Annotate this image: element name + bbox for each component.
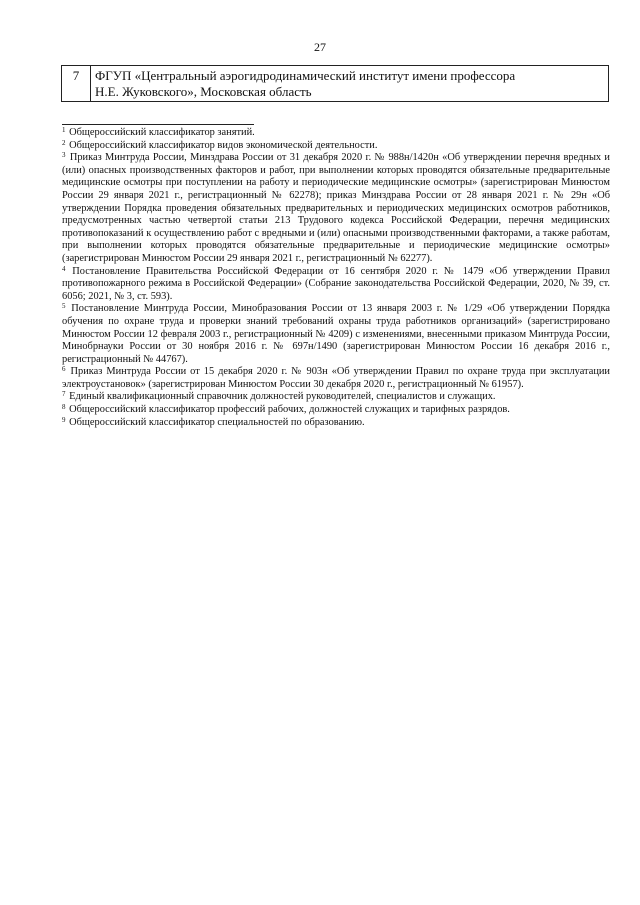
footnote-6 [62, 366, 610, 391]
footnote-text: Единый квалификационный справочник должностей руководителей, специалистов и служащих. [69, 391, 496, 403]
footnote-text: Постановление Правительства Российской Федерации от 16 сентября 2020 г. № 1479 «Об утверждении Правил противопожарного режима в Российской Федерации» (Собрание законодательства Российской Федерации, 2020, № 39, ст. 6056; 2021, № 3, ст. 593). [62, 265, 610, 302]
organization-table [61, 65, 609, 102]
footnote-mark: 9 [62, 415, 66, 424]
row-number: 7 [62, 66, 91, 102]
footnote-9 [62, 417, 610, 430]
organization-cell [91, 66, 609, 102]
footnote-mark: 8 [62, 403, 66, 412]
footnote-mark: 2 [62, 138, 66, 147]
footnote-text: Общероссийский классификатор видов экономической деятельности. [69, 139, 378, 151]
footnote-4 [62, 266, 610, 304]
organization-name-line-1: ФГУП «Центральный аэрогидродинамический институт имени профессора [95, 68, 516, 83]
footnote-7 [62, 391, 610, 404]
footnote-5 [62, 303, 610, 366]
footnote-mark: 7 [62, 390, 66, 399]
table-row [62, 66, 609, 102]
footnotes [62, 127, 610, 429]
page-number: 27 [314, 40, 326, 54]
footnote-text: Общероссийский классификатор занятий. [69, 127, 255, 138]
footnote-separator [62, 124, 254, 125]
footnote-text: Приказ Минтруда России от 15 декабря 2020 г. № 903н «Об утверждении Правил по охране труда при эксплуатации электроустановок» (зарегистрирован Минюстом России 30 декабря 2020 г., регистрационный № 61957). [62, 366, 610, 390]
footnote-text: Общероссийский классификатор профессий рабочих, должностей служащих и тарифных разрядов. [69, 404, 510, 416]
footnote-mark: 1 [62, 126, 66, 134]
footnote-8 [62, 404, 610, 417]
footnote-mark: 5 [62, 302, 66, 311]
footnote-text: Приказ Минтруда России, Минздрава России от 31 декабря 2020 г. № 988н/1420н «Об утверждении перечня вредных и (или) опасных производственных факторов и работ, при выполнении которых проводятся обязательные предварительные медицинские осмотры при поступлении на работу и периодические медицинские осмотры» (зарегистрирован Минюстом России 29 января 2021 г., регистрационный № 62278); приказ Минздрава России от 28 января 2021 г. № 29н «Об утверждении Порядка проведения обязательных предварительных и периодических медицинских осмотров работников, предусмотренных частью четвертой статьи 213 Трудового кодекса Российской Федерации, перечня медицинских противопоказаний к осуществлению работ с вредными и (или) опасными производственными факторами, а также работам, при выполнении которых проводятся обязательные предварительные и периодические медицинские осмотры» (зарегистрирован Минюстом России 29 января 2021 г., регистрационный № 62277). [62, 152, 610, 264]
footnote-mark: 6 [62, 365, 66, 374]
organization-name-line-2: Н.Е. Жуковского», Московская область [95, 84, 312, 99]
footnote-mark: 4 [62, 264, 66, 273]
footnote-2 [62, 140, 610, 153]
footnote-1 [62, 127, 610, 140]
footnote-text: Общероссийский классификатор специальностей по образованию. [69, 416, 365, 428]
footnote-text: Постановление Минтруда России, Минобразования России от 13 января 2003 г. № 1/29 «Об утверждении Порядка обучения по охране труда и проверки знаний требований охраны труда работников организаций» (зарегистрировано Минюстом России 12 февраля 2003 г., регистрационный № 4209) с изменениями, внесенными приказом Минтруда России, Минобрнауки России от 30 ноября 2016 г. № 697н/1490 (зарегистрирован Минюстом России 16 декабря 2016 г., регистрационный № 44767). [62, 303, 610, 365]
footnote-3 [62, 152, 610, 265]
footnote-mark: 3 [62, 151, 66, 160]
